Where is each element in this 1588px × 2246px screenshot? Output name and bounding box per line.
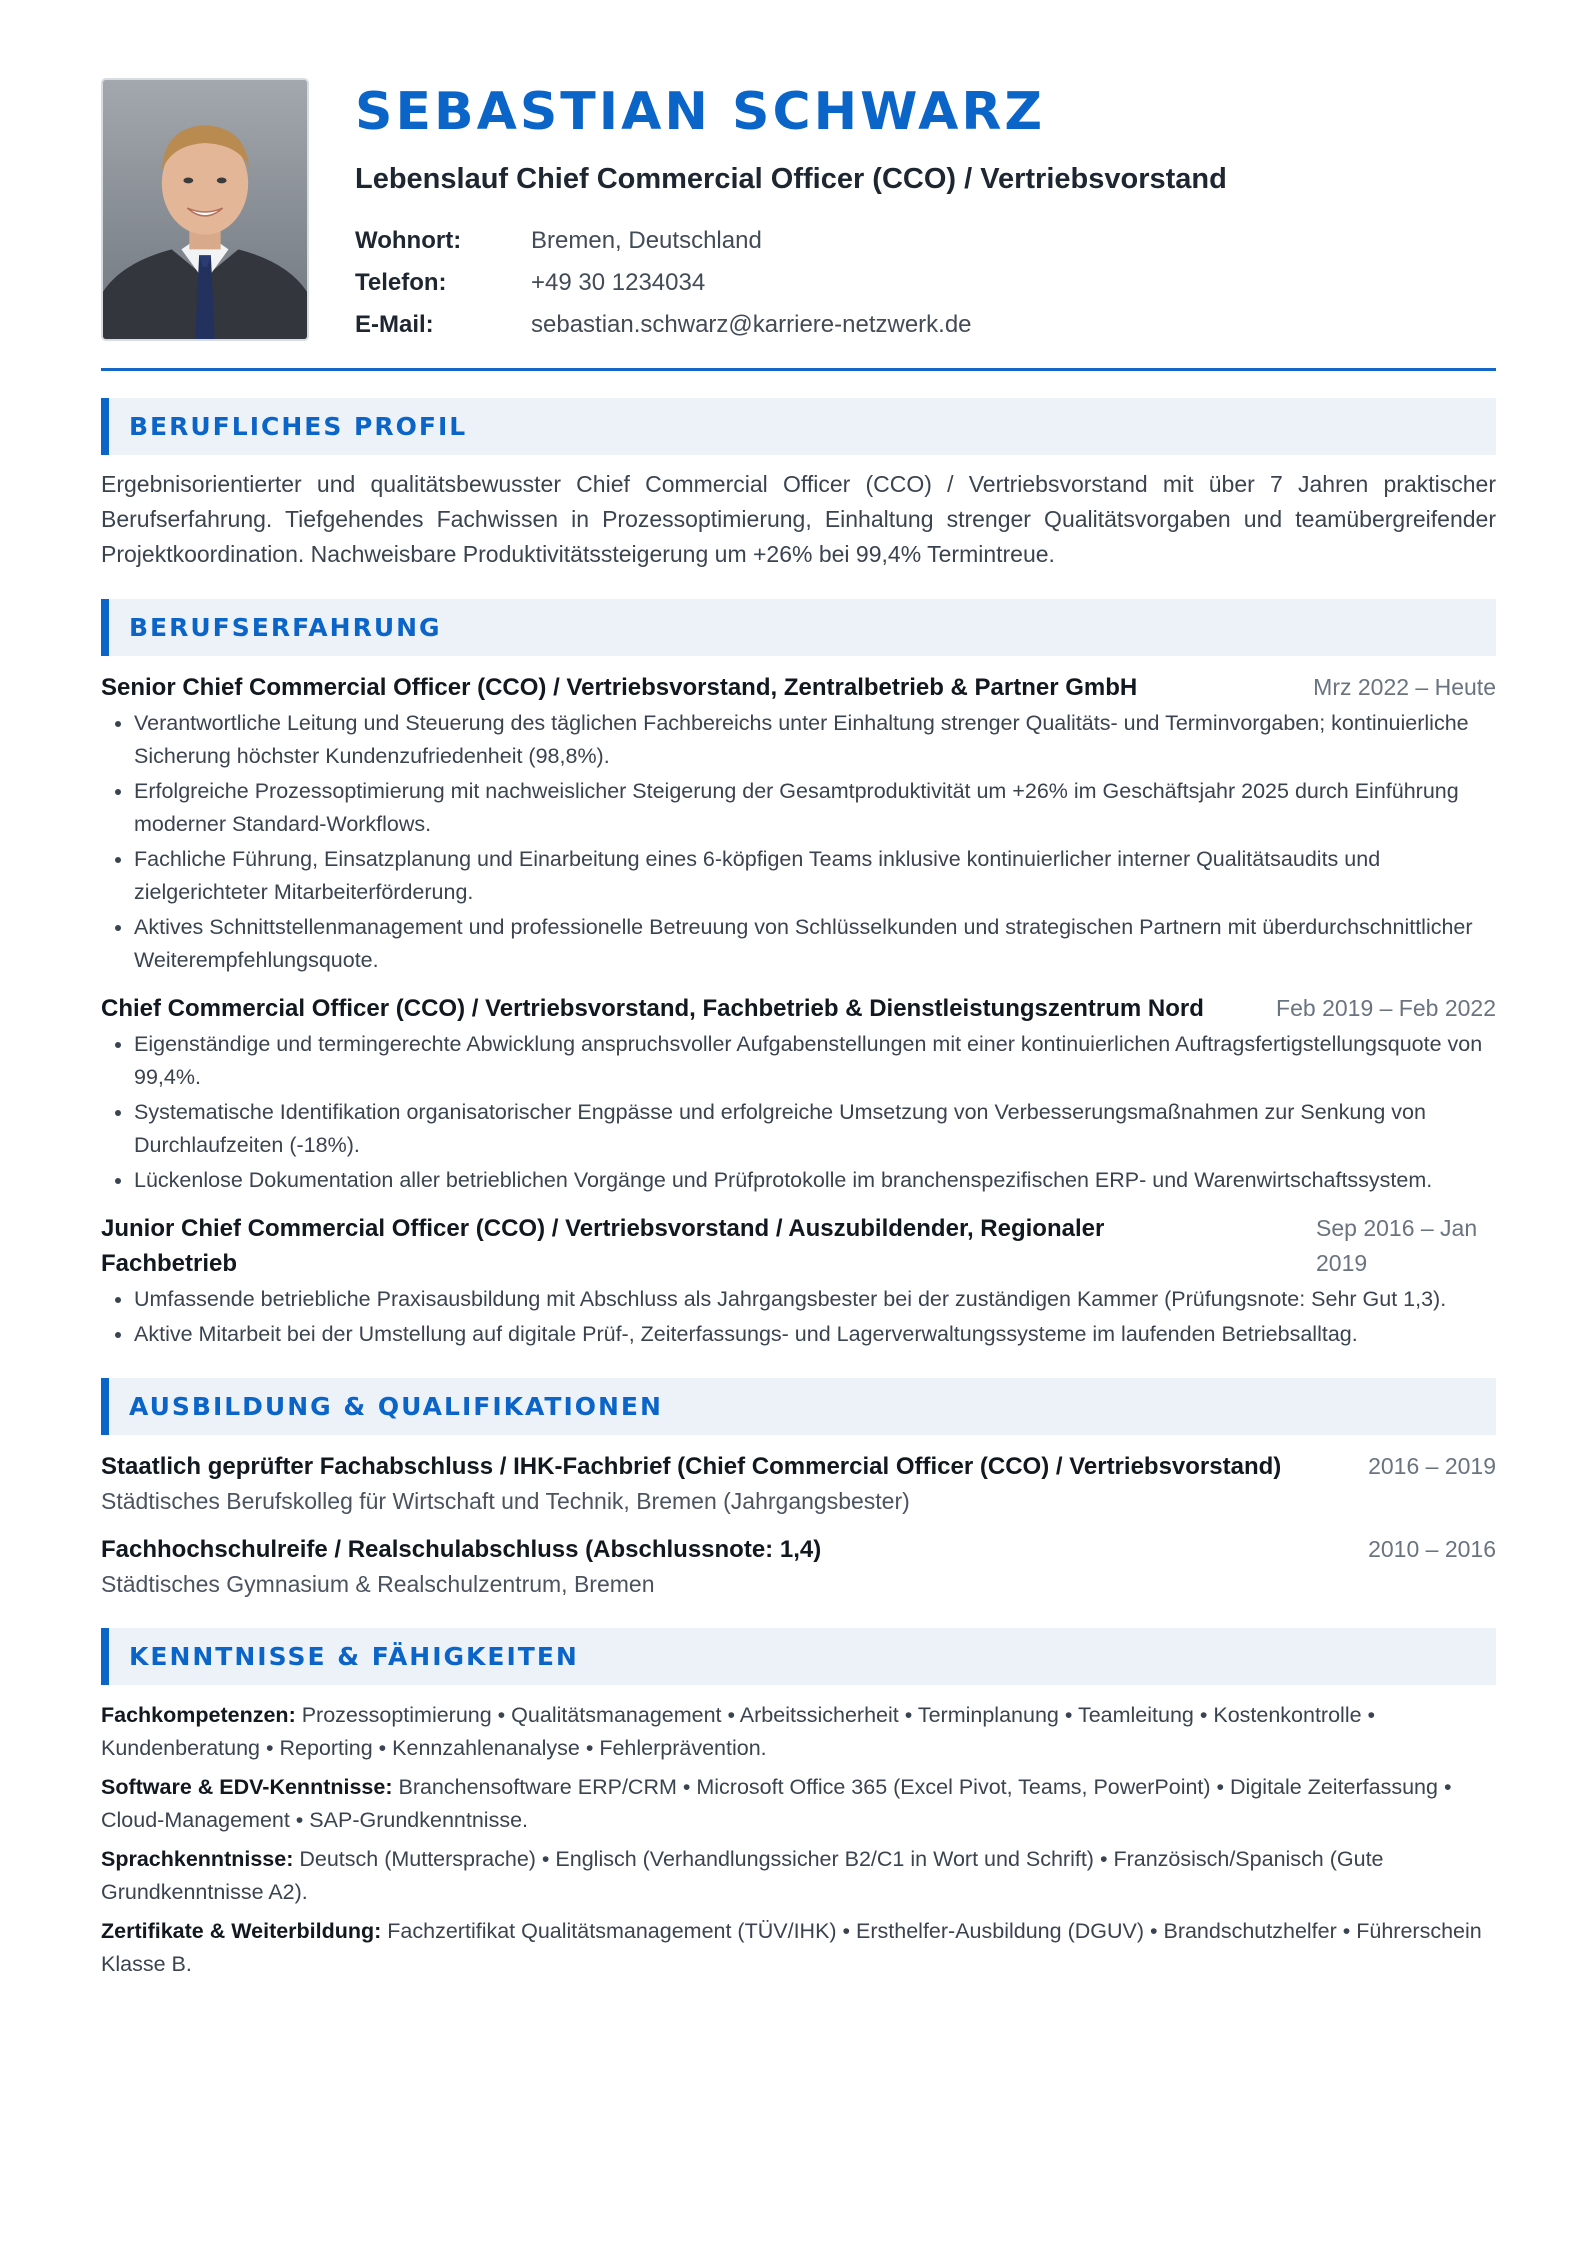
skill-label: Fachkompetenzen:	[101, 1703, 296, 1727]
section-header-skills	[101, 1628, 1496, 1685]
document-subtitle: Lebenslauf Chief Commercial Officer (CCO) / Vertriebsvorstand	[355, 163, 1227, 195]
job-bullet: • Lückenlose Dokumentation aller betrieblichen Vorgänge und Prüfprotokolle im branchenspezifischen ERP- und Warenwirtschaftssystem.	[134, 1164, 1496, 1197]
contact-row-email	[355, 304, 1496, 346]
job-entry	[101, 991, 1496, 1197]
contact-label: E-Mail:	[355, 311, 434, 338]
job-date: Mrz 2022 – Heute	[1313, 674, 1496, 700]
header-divider	[101, 368, 1496, 371]
section-header-education	[101, 1378, 1496, 1435]
header-text	[355, 82, 1496, 346]
job-bullet: • Eigenständige und termingerechte Abwicklung anspruchsvoller Aufgabenstellungen mit einer kontinuierlichen Auftragsfertigstellungsquote von 99,4%.	[134, 1028, 1496, 1094]
skill-text: Deutsch (Muttersprache) • Englisch (Verhandlungssicher B2/C1 in Wort und Schrift) • Französisch/Spanisch (Gute Grundkenntnisse A2).	[101, 1847, 1384, 1904]
job-bullet: • Umfassende betriebliche Praxisausbildung mit Abschluss als Jahrgangsbester bei der zuständigen Kammer (Prüfungsnote: Sehr Gut 1,3).	[134, 1283, 1496, 1316]
skill-label: Sprachkenntnisse:	[101, 1847, 294, 1871]
education-title: Staatlich geprüfter Fachabschluss / IHK-Fachbrief (Chief Commercial Officer (CCO) / Vertriebsvorstand)	[101, 1453, 1282, 1480]
job-bullet: • Systematische Identifikation organisatorischer Engpässe und erfolgreiche Umsetzung von Verbesserungsmaßnahmen zur Senkung von Durchlaufzeiten (-18%).	[134, 1096, 1496, 1162]
skill-row	[101, 1771, 1496, 1837]
resume-header	[101, 78, 1496, 368]
job-title: Chief Commercial Officer (CCO) / Vertriebsvorstand, Fachbetrieb & Dienstleistungszentrum Nord	[101, 995, 1204, 1022]
contact-row-residence	[355, 220, 1496, 262]
skills-list	[101, 1699, 1496, 1981]
job-bullet: • Erfolgreiche Prozessoptimierung mit nachweislicher Steigerung der Gesamtproduktivität um +26% im Geschäftsjahr 2025 durch Einführung moderner Standard-Workflows.	[134, 775, 1496, 841]
education-date: 2016 – 2019	[1368, 1453, 1496, 1479]
job-entry	[101, 1211, 1496, 1351]
skill-text: Branchensoftware ERP/CRM • Microsoft Office 365 (Excel Pivot, Teams, PowerPoint) • Digitale Zeiterfassung • Cloud-Management • SAP-Grundkenntnisse.	[101, 1775, 1452, 1832]
section-title: BERUFLICHES PROFIL	[129, 412, 468, 441]
education-title: Fachhochschulreife / Realschulabschluss (Abschlussnote: 1,4)	[101, 1536, 822, 1563]
contact-value: +49 30 1234034	[531, 269, 706, 296]
section-title: BERUFSERFAHRUNG	[129, 613, 442, 642]
education-entry	[101, 1532, 1496, 1601]
section-title: AUSBILDUNG & QUALIFIKATIONEN	[129, 1392, 663, 1421]
profile-photo	[101, 78, 309, 341]
skill-text: Prozessoptimierung • Qualitätsmanagement • Arbeitssicherheit • Terminplanung • Teamleitung • Kostenkontrolle • Kundenberatung • Reporting • Kennzahlenanalyse • Fehlerprävention.	[101, 1703, 1376, 1760]
contact-list	[355, 220, 1496, 346]
education-header	[101, 1449, 1496, 1484]
job-bullets	[101, 1283, 1496, 1351]
profile-summary: Ergebnisorientierter und qualitätsbewusster Chief Commercial Officer (CCO) / Vertriebsvorstand mit über 7 Jahren praktischer Berufserfahrung. Tiefgehendes Fachwissen in Prozessoptimierung, Einhaltung strenger Qualitätsvorgaben und teamübergreifender Projektkoordination. Nachweisbare Produktivitätssteigerung um +26% bei 99,4% Termintreue.	[101, 471, 1496, 567]
job-date: Feb 2019 – Feb 2022	[1276, 995, 1496, 1021]
job-title: Junior Chief Commercial Officer (CCO) / Vertriebsvorstand / Auszubildender, Regionaler Fachbetrieb	[101, 1215, 1105, 1277]
skill-label: Zertifikate & Weiterbildung:	[101, 1919, 382, 1943]
skill-row	[101, 1699, 1496, 1765]
skill-text: Fachzertifikat Qualitätsmanagement (TÜV/IHK) • Ersthelfer-Ausbildung (DGUV) • Brandschutzhelfer • Führerschein Klasse B.	[101, 1919, 1482, 1976]
job-header	[101, 670, 1496, 705]
contact-row-phone	[355, 262, 1496, 304]
education-entry	[101, 1449, 1496, 1518]
job-header	[101, 991, 1496, 1026]
skill-row	[101, 1843, 1496, 1909]
education-school: Städtisches Berufskolleg für Wirtschaft und Technik, Bremen (Jahrgangsbester)	[101, 1488, 910, 1514]
job-bullet: • Aktives Schnittstellenmanagement und professionelle Betreuung von Schlüsselkunden und strategischen Partnern mit überdurchschnittlicher Weiterempfehlungsquote.	[134, 911, 1496, 977]
job-bullet: • Aktive Mitarbeit bei der Umstellung auf digitale Prüf-, Zeiterfassungs- und Lagerverwaltungssysteme im laufenden Betriebsalltag.	[134, 1318, 1496, 1351]
job-bullets	[101, 1028, 1496, 1197]
job-header	[101, 1211, 1496, 1281]
job-bullet: • Fachliche Führung, Einsatzplanung und Einarbeitung eines 6-köpfigen Teams inklusive kontinuierlicher interner Qualitätsaudits und zielgerichteter Mitarbeiterförderung.	[134, 843, 1496, 909]
resume-page	[101, 78, 1496, 1987]
job-title: Senior Chief Commercial Officer (CCO) / Vertriebsvorstand, Zentralbetrieb & Partner GmbH	[101, 674, 1138, 701]
section-title: KENNTNISSE & FÄHIGKEITEN	[129, 1642, 579, 1671]
education-header	[101, 1532, 1496, 1567]
skill-label: Software & EDV-Kenntnisse:	[101, 1775, 393, 1799]
job-bullet: • Verantwortliche Leitung und Steuerung des täglichen Fachbereichs unter Einhaltung strenger Qualitäts- und Terminvorgaben; kontinuierliche Sicherung höchster Kundenzufriedenheit (98,8%).	[134, 707, 1496, 773]
job-bullets	[101, 707, 1496, 977]
section-header-experience	[101, 599, 1496, 656]
contact-value: sebastian.schwarz@karriere-netzwerk.de	[531, 311, 972, 338]
contact-label: Telefon:	[355, 269, 447, 296]
candidate-name: SEBASTIAN SCHWARZ	[355, 82, 1046, 142]
education-date: 2010 – 2016	[1368, 1536, 1496, 1562]
education-school: Städtisches Gymnasium & Realschulzentrum, Bremen	[101, 1571, 655, 1597]
section-header-profile	[101, 398, 1496, 455]
job-entry	[101, 670, 1496, 977]
skill-row	[101, 1915, 1496, 1981]
contact-value: Bremen, Deutschland	[531, 227, 762, 254]
contact-label: Wohnort:	[355, 227, 462, 254]
job-date: Sep 2016 – Jan 2019	[1316, 1215, 1478, 1276]
